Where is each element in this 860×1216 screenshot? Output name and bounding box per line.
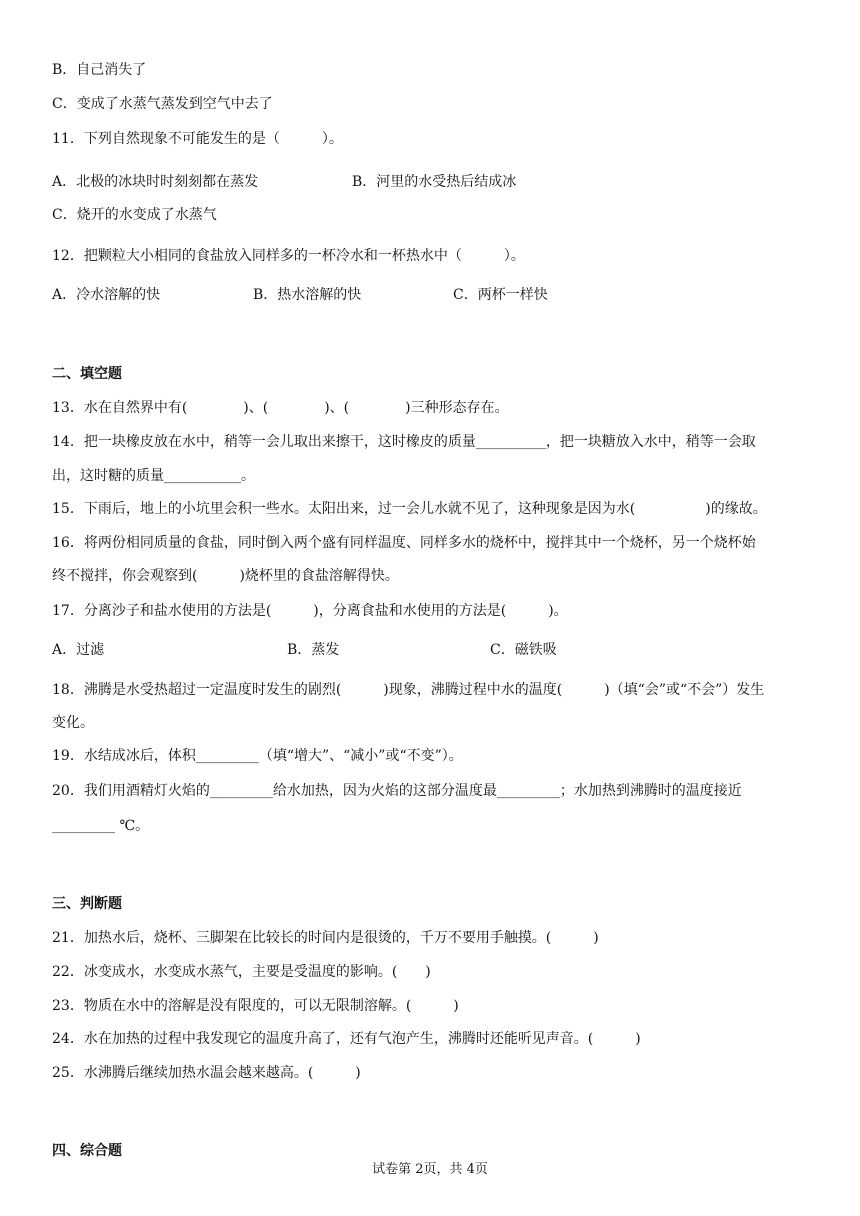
q12-option-c: C．两杯一样快 [453,287,548,303]
q20-line-2: _________ ℃。 [52,818,150,834]
q11-stem: 11．下列自然现象不可能发生的是（ ）。 [52,131,343,147]
q24: 24．水在加热的过程中我发现它的温度升高了，还有气泡产生，沸腾时还能听见声音。( ) [52,1031,641,1047]
q14-line-1: 14．把一块橡皮放在水中，稍等一会儿取出来擦干，这时橡皮的质量__________，把一块糖放入水中，稍等一会取 [52,434,756,450]
q20-line-1: 20．我们用酒精灯火焰的_________给水加热，因为火焰的这部分温度最_________；水加热到沸腾时的温度接近 [52,783,742,799]
q23: 23．物质在水中的溶解是没有限度的，可以无限制溶解。( ) [52,998,459,1014]
q16-line-1: 16．将两份相同质量的食盐，同时倒入两个盛有同样温度、同样多水的烧杯中，搅拌其中一个烧杯，另一个烧杯始 [52,535,756,551]
q15: 15．下雨后，地上的小坑里会积一些水。太阳出来，过一会儿水就不见了，这种现象是因为水( )的缘故。 [52,501,767,517]
q17-option-a: A．过滤 [52,642,105,658]
q17-option-b: B．蒸发 [287,642,340,658]
q10-option-c: C．变成了水蒸气蒸发到空气中去了 [52,96,273,112]
q13: 13．水在自然界中有( )、( )、( )三种形态存在。 [52,400,509,416]
section-4-title: 四、综合题 [52,1143,122,1159]
q18-line-1: 18．沸腾是水受热超过一定温度时发生的剧烈( )现象，沸腾过程中水的温度( )（填“会”或“不会”）发生 [52,682,765,698]
q12-option-a: A．冷水溶解的快 [52,287,161,303]
q12-stem: 12．把颗粒大小相同的食盐放入同样多的一杯冷水和一杯热水中（ ）。 [52,248,525,264]
section-2-title: 二、填空题 [52,366,122,382]
page-footer: 试卷第 2页，共 4页 [372,1162,488,1177]
q25: 25．水沸腾后继续加热水温会越来越高。( ) [52,1065,361,1081]
q17-option-c: C．磁铁吸 [490,642,557,658]
q11-option-c: C．烧开的水变成了水蒸气 [52,207,217,223]
section-3-title: 三、判断题 [52,896,122,912]
q11-option-a: A．北极的冰块时时刻刻都在蒸发 [52,174,259,190]
q16-line-2: 终不搅拌，你会观察到( )烧杯里的食盐溶解得快。 [52,568,399,584]
q11-option-b: B．河里的水受热后结成冰 [352,174,517,190]
q18-line-2: 变化。 [52,715,94,731]
q14-line-2: 出，这时糖的质量___________。 [52,468,255,484]
q22: 22．冰变成水，水变成水蒸气，主要是受温度的影响。( ) [52,964,431,980]
q21: 21．加热水后，烧杯、三脚架在比较长的时间内是很烫的，千万不要用手触摸。( ) [52,930,599,946]
q12-option-b: B．热水溶解的快 [253,287,362,303]
q19: 19．水结成冰后，体积_________（填“增大”、“减小”或“不变”）。 [52,748,463,764]
q10-option-b: B．自己消失了 [52,62,147,78]
q17: 17．分离沙子和盐水使用的方法是( )，分离食盐和水使用的方法是( )。 [52,603,568,619]
